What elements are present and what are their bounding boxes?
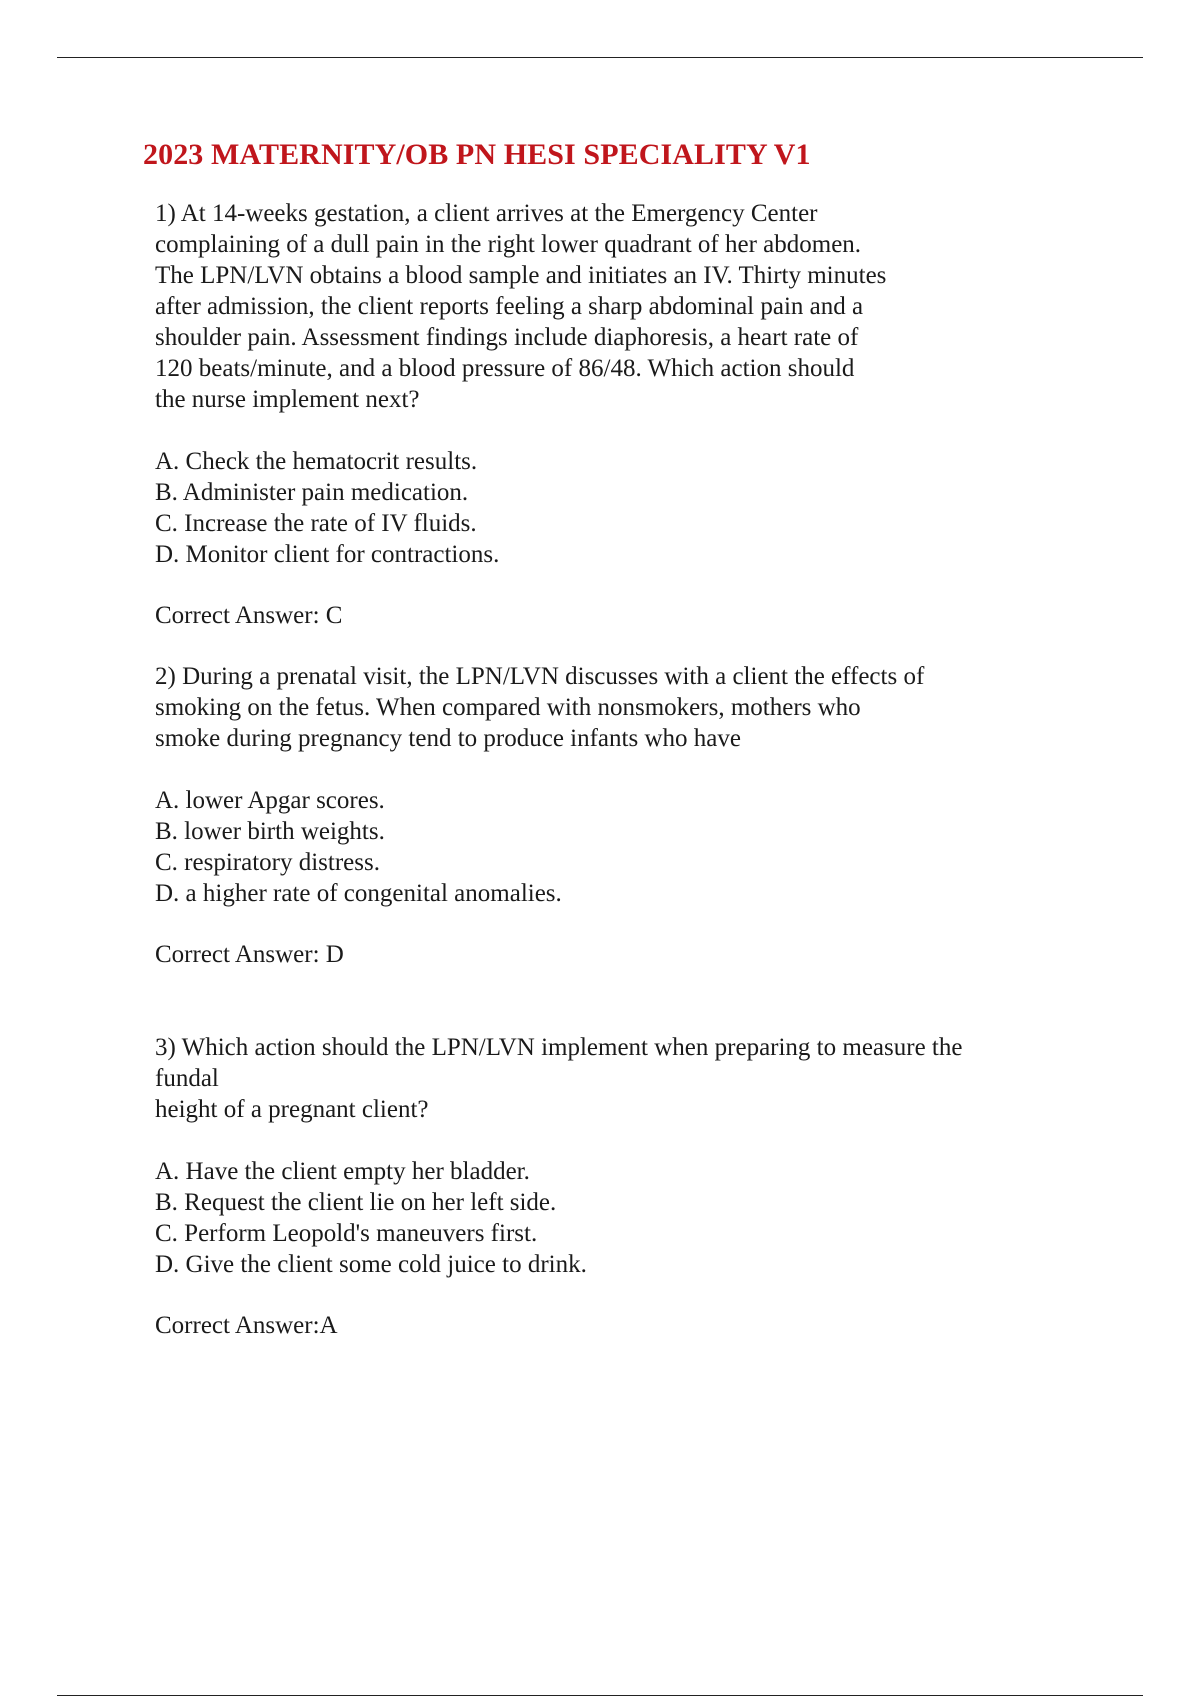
stem-line: shoulder pain. Assessment findings include diaphoresis, a heart rate of xyxy=(155,324,859,351)
header-rule xyxy=(57,57,1143,58)
option-c: C. Increase the rate of IV fluids. xyxy=(155,510,477,537)
stem-line: smoke during pregnancy tend to produce infants who have xyxy=(155,725,741,752)
correct-answer: Correct Answer: D xyxy=(155,941,344,968)
option-d: D. Give the client some cold juice to drink. xyxy=(155,1251,587,1278)
answer-options xyxy=(155,446,1095,570)
stem-line: height of a pregnant client? xyxy=(155,1096,429,1123)
question-stem xyxy=(155,1032,1095,1125)
stem-line: 1) At 14-weeks gestation, a client arrives at the Emergency Center xyxy=(155,200,818,227)
stem-line: after admission, the client reports feeling a sharp abdominal pain and a xyxy=(155,293,864,320)
answer-options xyxy=(155,1156,1095,1280)
stem-line: fundal xyxy=(155,1065,219,1092)
answer-options xyxy=(155,785,1095,909)
option-d: D. a higher rate of congenital anomalies. xyxy=(155,880,562,907)
option-c: C. respiratory distress. xyxy=(155,849,380,876)
stem-line: The LPN/LVN obtains a blood sample and initiates an IV. Thirty minutes xyxy=(155,262,887,289)
stem-line: 120 beats/minute, and a blood pressure of 86/48. Which action should xyxy=(155,355,855,382)
document-title: 2023 MATERNITY/OB PN HESI SPECIALITY V1 xyxy=(143,138,811,171)
option-b: B. Administer pain medication. xyxy=(155,479,469,506)
question-list xyxy=(155,198,1095,1341)
option-a: A. Have the client empty her bladder. xyxy=(155,1158,530,1185)
option-a: A. lower Apgar scores. xyxy=(155,787,385,814)
stem-line: smoking on the fetus. When compared with nonsmokers, mothers who xyxy=(155,694,861,721)
correct-answer: Correct Answer:A xyxy=(155,1312,338,1339)
question-2 xyxy=(155,661,1095,970)
footer-rule xyxy=(57,1695,1143,1696)
question-stem xyxy=(155,198,1095,415)
option-d: D. Monitor client for contractions. xyxy=(155,541,500,568)
option-b: B. Request the client lie on her left side. xyxy=(155,1189,557,1216)
stem-line: 3) Which action should the LPN/LVN implement when preparing to measure the xyxy=(155,1034,963,1061)
option-b: B. lower birth weights. xyxy=(155,818,385,845)
question-1 xyxy=(155,198,1095,631)
stem-line: the nurse implement next? xyxy=(155,386,420,413)
correct-answer: Correct Answer: C xyxy=(155,602,343,629)
option-a: A. Check the hematocrit results. xyxy=(155,448,478,475)
stem-line: 2) During a prenatal visit, the LPN/LVN discusses with a client the effects of xyxy=(155,663,925,690)
question-3 xyxy=(155,1032,1095,1341)
question-stem xyxy=(155,661,1095,754)
stem-line: complaining of a dull pain in the right lower quadrant of her abdomen. xyxy=(155,231,862,258)
option-c: C. Perform Leopold's maneuvers first. xyxy=(155,1220,538,1247)
